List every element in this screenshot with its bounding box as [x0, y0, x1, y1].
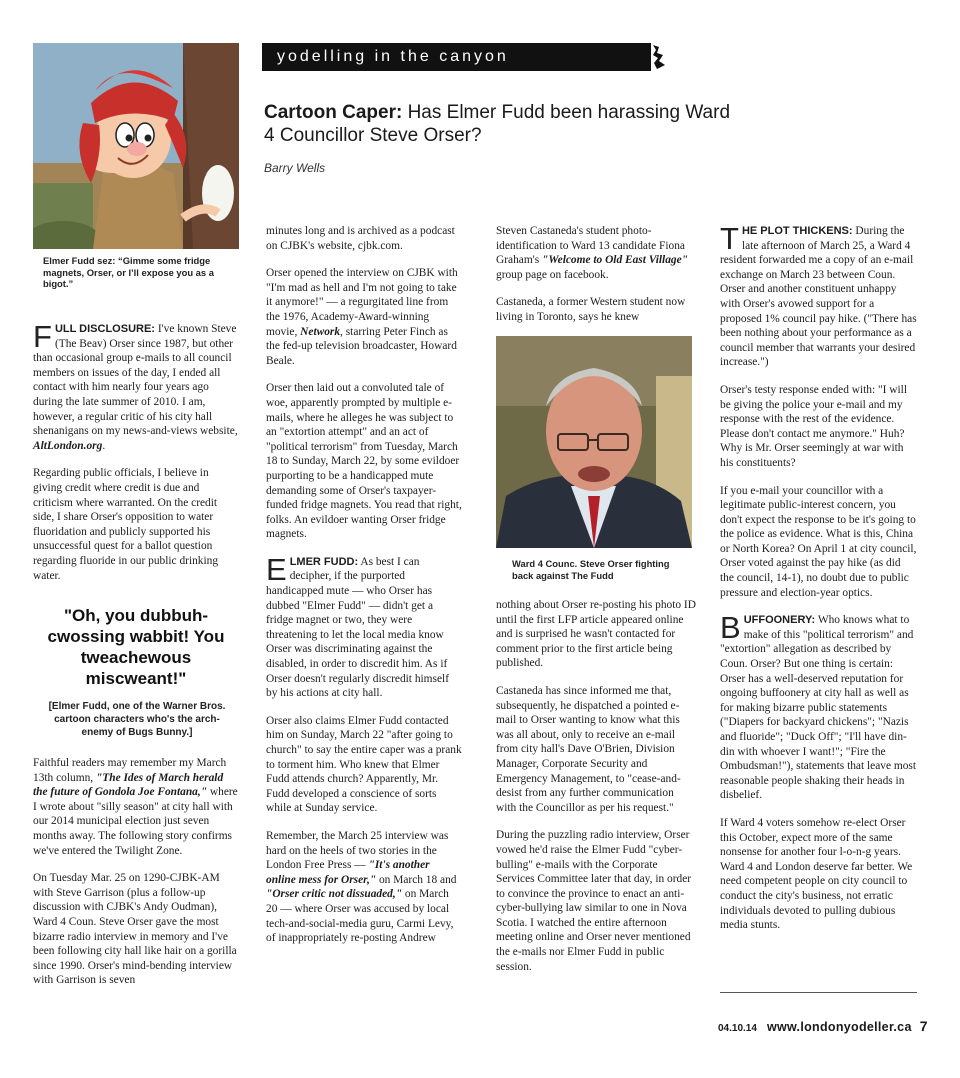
- website-link[interactable]: www.londonyodeller.ca: [766, 1020, 912, 1034]
- elmer-fudd-image: [33, 43, 239, 249]
- drop-cap: T: [720, 221, 739, 256]
- page-footer: [718, 1018, 928, 1036]
- paragraph: On Tuesday Mar. 25 on 1290-CJBK-AM with Steve Garrison (plus a follow-up discussion with CJBK's Andy Oudman), Ward 4 Coun. Steve Orser gave the most bizarre radio interview in memory and I've been following city hall like hair on a gorilla since 1990. Orser's mind-bending interview with Garrison is seven: [33, 872, 237, 987]
- banner-corner-graphic: [651, 43, 667, 71]
- footer-divider: [720, 992, 917, 993]
- paragraph: nothing about Orser re-posting his photo ID until the first LFP article appeared online and is surprised he wasn't contacted for comment prior to the first article being published.: [496, 599, 696, 670]
- paragraph: Orser's testy response ended with: "I will be giving the police your e-mail and my response with the rest of the evidence. Please don't contact me anymore." Huh? Why is Mr. Orser seemingly at war with his constituents?: [720, 383, 908, 469]
- paragraph: During the puzzling radio interview, Orser vowed he'd raise the Elmer Fudd "cyber-bulling" e-mails with the Corporate Services Committee later that day, in order to convince the province to enact an anti-cyber-bullying law similar to one in Nova Scotia. I watched the entire afternoon meeting online and Orser never mentioned the e-mails nor Elmer Fudd in public session.: [496, 829, 692, 973]
- issue-date: 04.10.14: [718, 1023, 757, 1034]
- section-banner: yodelling in the canyon: [262, 43, 666, 71]
- section-lead-in: ULL DISCLOSURE:: [54, 323, 155, 335]
- orser-photo: [496, 336, 692, 548]
- paragraph: Remember, the March 25 interview was hard on the heels of two stories in the London Free Press — "It's another online mess for Orser," on March 18 and "Orser critic not dissuaded," on March 20 — where Orser was accused by local tech-and-social-media guru, Carmi Levy, of inappropriately re-posting Andrew: [266, 829, 457, 945]
- section-lead-in: HE PLOT THICKENS:: [741, 225, 853, 237]
- paragraph-plot-thickens: THE PLOT THICKENS: During the late afternoon of March 25, a Ward 4 resident forwarded me a copy of an e-mail exchange on March 23 between Coun. Orser and another constituent unhappy with Orser's avowed support for a proposed 1% council pay hike. ("There has been nothing about your performance as a council member that warrants your desired increase."): [720, 221, 917, 369]
- page-number: 7: [919, 1018, 928, 1034]
- column-3-top: [496, 224, 694, 338]
- section-lead-in: LMER FUDD:: [289, 555, 359, 568]
- byline: Barry Wells: [264, 161, 326, 175]
- pull-quote: "Oh, you dubbuh-cwossing wabbit! You tweachewous miscweant!": [47, 606, 225, 688]
- paragraph: Orser then laid out a convoluted tale of woe, apparently prompted by multiple e-mails, where he alleges he was subject to an "extortion attempt" and an act of "political terrorism" from Tuesday, March 18 to Sunday, March 22, by some evildoer purporting to be a handicapped mute demanding some of Orser's taxpayer-funded fridge magnets. You read that right, folks. An evildoer wanting Orser fridge magnets.: [266, 382, 462, 541]
- banner-ornament-icon: [651, 43, 667, 71]
- paragraph-buffoonery: BUFFOONERY: Who knows what to make of this "political terrorism" and "extortion" allegation as described by Coun. Orser? But one thing is certain: Orser has a well-deserved reputation for ongoing buffoonery at city hall as well as for making bizarre public statements ("Diapers for backyard chickens"; "Nazis and fluoride"; "Duck Off"; "I'll have din-din with whoever I want!"; "Fire the Ombudsman!"), statements that leave most reasonable people shaking their heads in disbelief.: [720, 610, 917, 802]
- paragraph: Regarding public officials, I believe in giving credit where credit is due and criticism where warranted. On the credit side, I share Orser's opposition to water fluoridation and publicly supported his unsuccessful quest for a ballot question regarding fluoride in our public drinking water.: [33, 467, 219, 582]
- pull-quote-attribution: [Elmer Fudd, one of the Warner Bros. cartoon characters who's the arch-enemy of Bugs Bunny.]: [48, 701, 226, 738]
- paragraph: Steven Castaneda's student photo-identification to Ward 13 candidate Fiona Graham's "Welcome to Old East Village" group page on facebook.: [496, 225, 688, 281]
- portrait-photo: [496, 336, 692, 548]
- article-title-reference: "Orser critic not dissuaded,": [266, 888, 403, 901]
- paragraph: Castaneda has since informed me that, subsequently, he dispatched a pointed e-mail to Orser wanting to know what this was all about, only to receive an e-mail from city hall's Dave O'Brien, Division Manager, Corporate Security and Emergency Management, to "cease-and-desist from any further communication with the Councillor as per his request.": [496, 684, 681, 814]
- paragraph: Faithful readers may remember my March 13th column, "The Ides of March herald the future of Gondola Joe Fontana," where I wrote about "silly season" at city hall with our 2014 municipal election just seven months away. The following story confirms we've entered the Twilight Zone.: [33, 757, 238, 857]
- headline-lead: Cartoon Caper:: [264, 102, 403, 123]
- paragraph: If Ward 4 voters somehow re-elect Orser this October, expect more of the same nonsense for another four l-o-n-g years. Ward 4 and London deserve far better. We need competent people on city council to conduct the city's business, not erratic individuals devoted to pulling dubious media stunts.: [720, 816, 913, 932]
- group-page-title: "Welcome to Old East Village": [542, 254, 688, 267]
- article-title-reference: "It's another online mess for Orser,": [266, 859, 430, 886]
- movie-title: Network: [300, 325, 341, 338]
- headline-rest: Has Elmer Fudd been harassing Ward 4 Councillor Steve Orser?: [264, 102, 731, 146]
- column-3-bottom: [496, 598, 696, 987]
- column-4: [720, 221, 917, 946]
- drop-cap: B: [720, 610, 741, 646]
- drop-cap: F: [33, 319, 52, 354]
- paragraph: Orser opened the interview on CJBK with "I'm mad as hell and I'm not going to take it anymore!" — a regurgitated line from the 1976, Academy-Award-winning movie, Network, starring Peter Finch as the fed-up television broadcaster, Howard Beale.: [266, 267, 458, 367]
- paragraph: If you e-mail your councillor with a legitimate public-interest concern, you don't expect the response to be it's going to the police as evidence. What is this, China or North Korea? On April 1 at city council, Orser voted against the pay hike (as did the council, 14-1), no doubt due to public pressure and election-year optics.: [720, 484, 917, 599]
- paragraph-full-disclosure: FULL DISCLOSURE: I've known Steve (The Beav) Orser since 1987, but other than occasional group e-mails to all council members on issues of the day, I ended all contact with him nearly four years ago during the late summer of 2010. I am, however, a regular critic of his city hall shenanigans on my news-and-views website, AltLondon.org.: [33, 319, 238, 452]
- column-1-bottom: [33, 756, 240, 1001]
- page-title: [264, 101, 734, 147]
- paragraph: Castaneda, a former Western student now living in Toronto, says he knew: [496, 296, 686, 323]
- orser-photo-caption: Ward 4 Counc. Steve Orser fighting back against The Fudd: [512, 558, 670, 581]
- column-2: [266, 224, 462, 959]
- fudd-image-caption: Elmer Fudd sez: “Gimme some fridge magnets, Orser, or I’ll expose you as a bigot.”: [43, 255, 214, 289]
- section-lead-in: UFFOONERY:: [743, 614, 816, 627]
- article-title-reference: "The Ides of March herald the future of Gondola Joe Fontana,": [33, 771, 224, 799]
- column-1-top: [33, 319, 240, 596]
- paragraph: Orser also claims Elmer Fudd contacted him on Sunday, March 22 "after going to church" to say the entire caper was a prank to torment him. Who knew that Elmer Fudd attends church? Apparently, Mr. Fudd developed a conscience of sorts while at Sunday service.: [266, 714, 462, 815]
- paragraph-elmer-fudd: ELMER FUDD: As best I can decipher, if the purported handicapped mute — who Orser has dubbed "Elmer Fudd" — didn't get a fridge magnet or two, they were threatening to let the local media know Orser was discriminating against the disabled, in order to discredit him. As if Orser doesn't regularly discredit himself by his actions at city hall.: [266, 551, 449, 700]
- drop-cap: E: [266, 551, 287, 587]
- cartoon-illustration: [33, 43, 239, 249]
- paragraph: minutes long and is archived as a podcast on CJBK's website, cjbk.com.: [266, 225, 455, 252]
- website-reference: AltLondon.org: [33, 439, 103, 452]
